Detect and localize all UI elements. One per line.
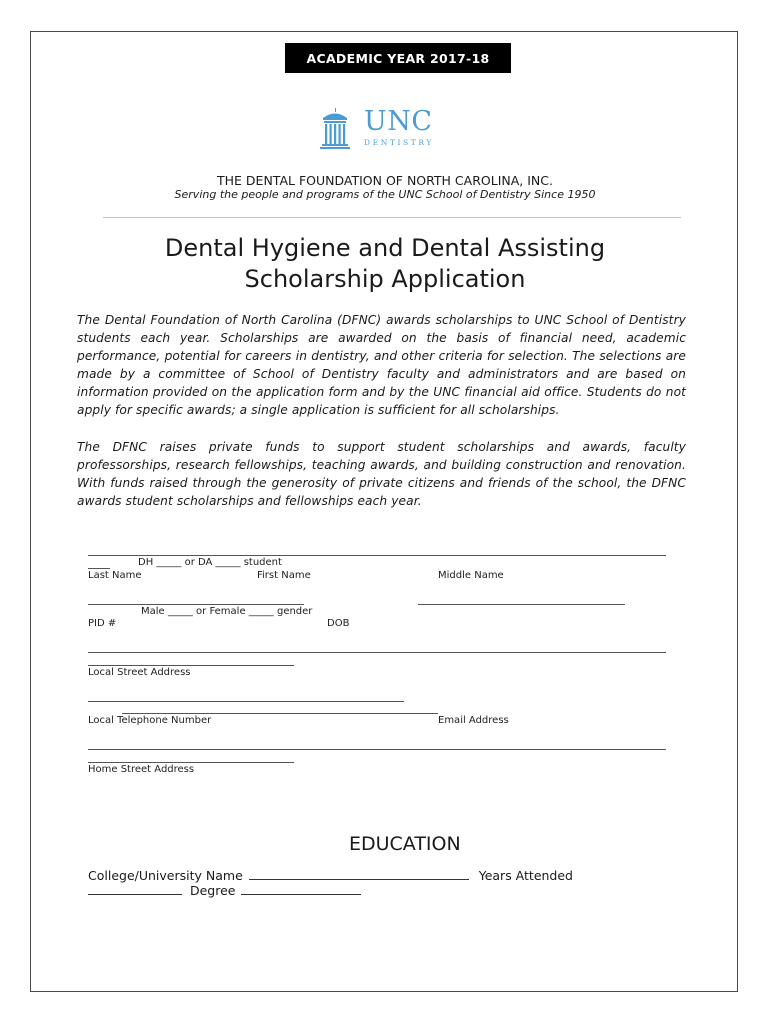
degree-input[interactable] [241,882,361,895]
home-address-line-1[interactable] [88,749,666,750]
fundraising-paragraph: The DFNC raises private funds to support student scholarships and awards, faculty professorships, research fellowships, teaching awards, and building construction and renovation. With funds raised through the generosity of private citizens and friends of the school, the DFNC awards student scholarships and fellowships each year. [77,440,686,508]
education-row-1 [88,867,573,883]
gender-selection: Male _____ or Female _____ gender [141,606,313,617]
first-name-label: First Name [257,570,311,581]
page-title [0,233,770,295]
old-well-icon [320,108,350,150]
home-address-line-2[interactable] [88,762,294,763]
local-address-line-2[interactable] [88,665,294,666]
college-input[interactable] [249,867,469,880]
logo-wordmark: UNC [364,106,433,137]
last-name-label: Last Name [88,570,142,581]
email-label: Email Address [438,715,509,726]
logo-subtitle: DENTISTRY [364,138,434,147]
dh-da-selection: DH _____ or DA _____ student [138,557,282,568]
local-address-line-1[interactable] [88,652,666,653]
title-line-2: Scholarship Application [244,265,526,293]
organization-tagline: Serving the people and programs of the UNC School of Dentistry Since 1950 [174,188,596,201]
title-line-1: Dental Hygiene and Dental Assisting [164,234,606,262]
home-address-label: Home Street Address [88,764,195,775]
dob-label: DOB [327,618,350,629]
intro-paragraph: The Dental Foundation of North Carolina (DFNC) awards scholarships to UNC School of Dentistry students each year. Scholarships are awarded on the basis of financial need, academic performance, potential for careers in dentistry, and other criteria for selection. The selections are made by a committee of School of Dentistry faculty and administrators and are based on information provided on the application form and by the UNC financial aid office. Students do not apply for specific awards; a single application is sufficient for all scholarships. [77,313,686,417]
college-label: College/University Name [88,868,243,883]
years-attended-input[interactable] [88,882,182,895]
organization-name: THE DENTAL FOUNDATION OF NORTH CAROLINA, INC. [217,173,553,188]
dob-input-line[interactable] [418,604,625,605]
phone-input-line[interactable] [88,701,404,702]
unc-dentistry-logo [320,108,434,152]
dh-blank-line[interactable] [88,568,110,569]
years-attended-label: Years Attended [478,868,573,883]
email-input-line[interactable] [122,713,438,714]
education-heading: EDUCATION [349,833,461,855]
pid-input-line[interactable] [88,604,304,605]
pid-label: PID # [88,618,117,629]
local-address-label: Local Street Address [88,667,191,678]
academic-year-banner: ACADEMIC YEAR 2017-18 [285,43,511,73]
name-input-line[interactable] [88,555,666,556]
education-row-2 [88,882,361,898]
middle-name-label: Middle Name [438,570,504,581]
degree-label: Degree [189,883,236,898]
phone-label: Local Telephone Number [88,715,212,726]
divider [103,217,681,218]
